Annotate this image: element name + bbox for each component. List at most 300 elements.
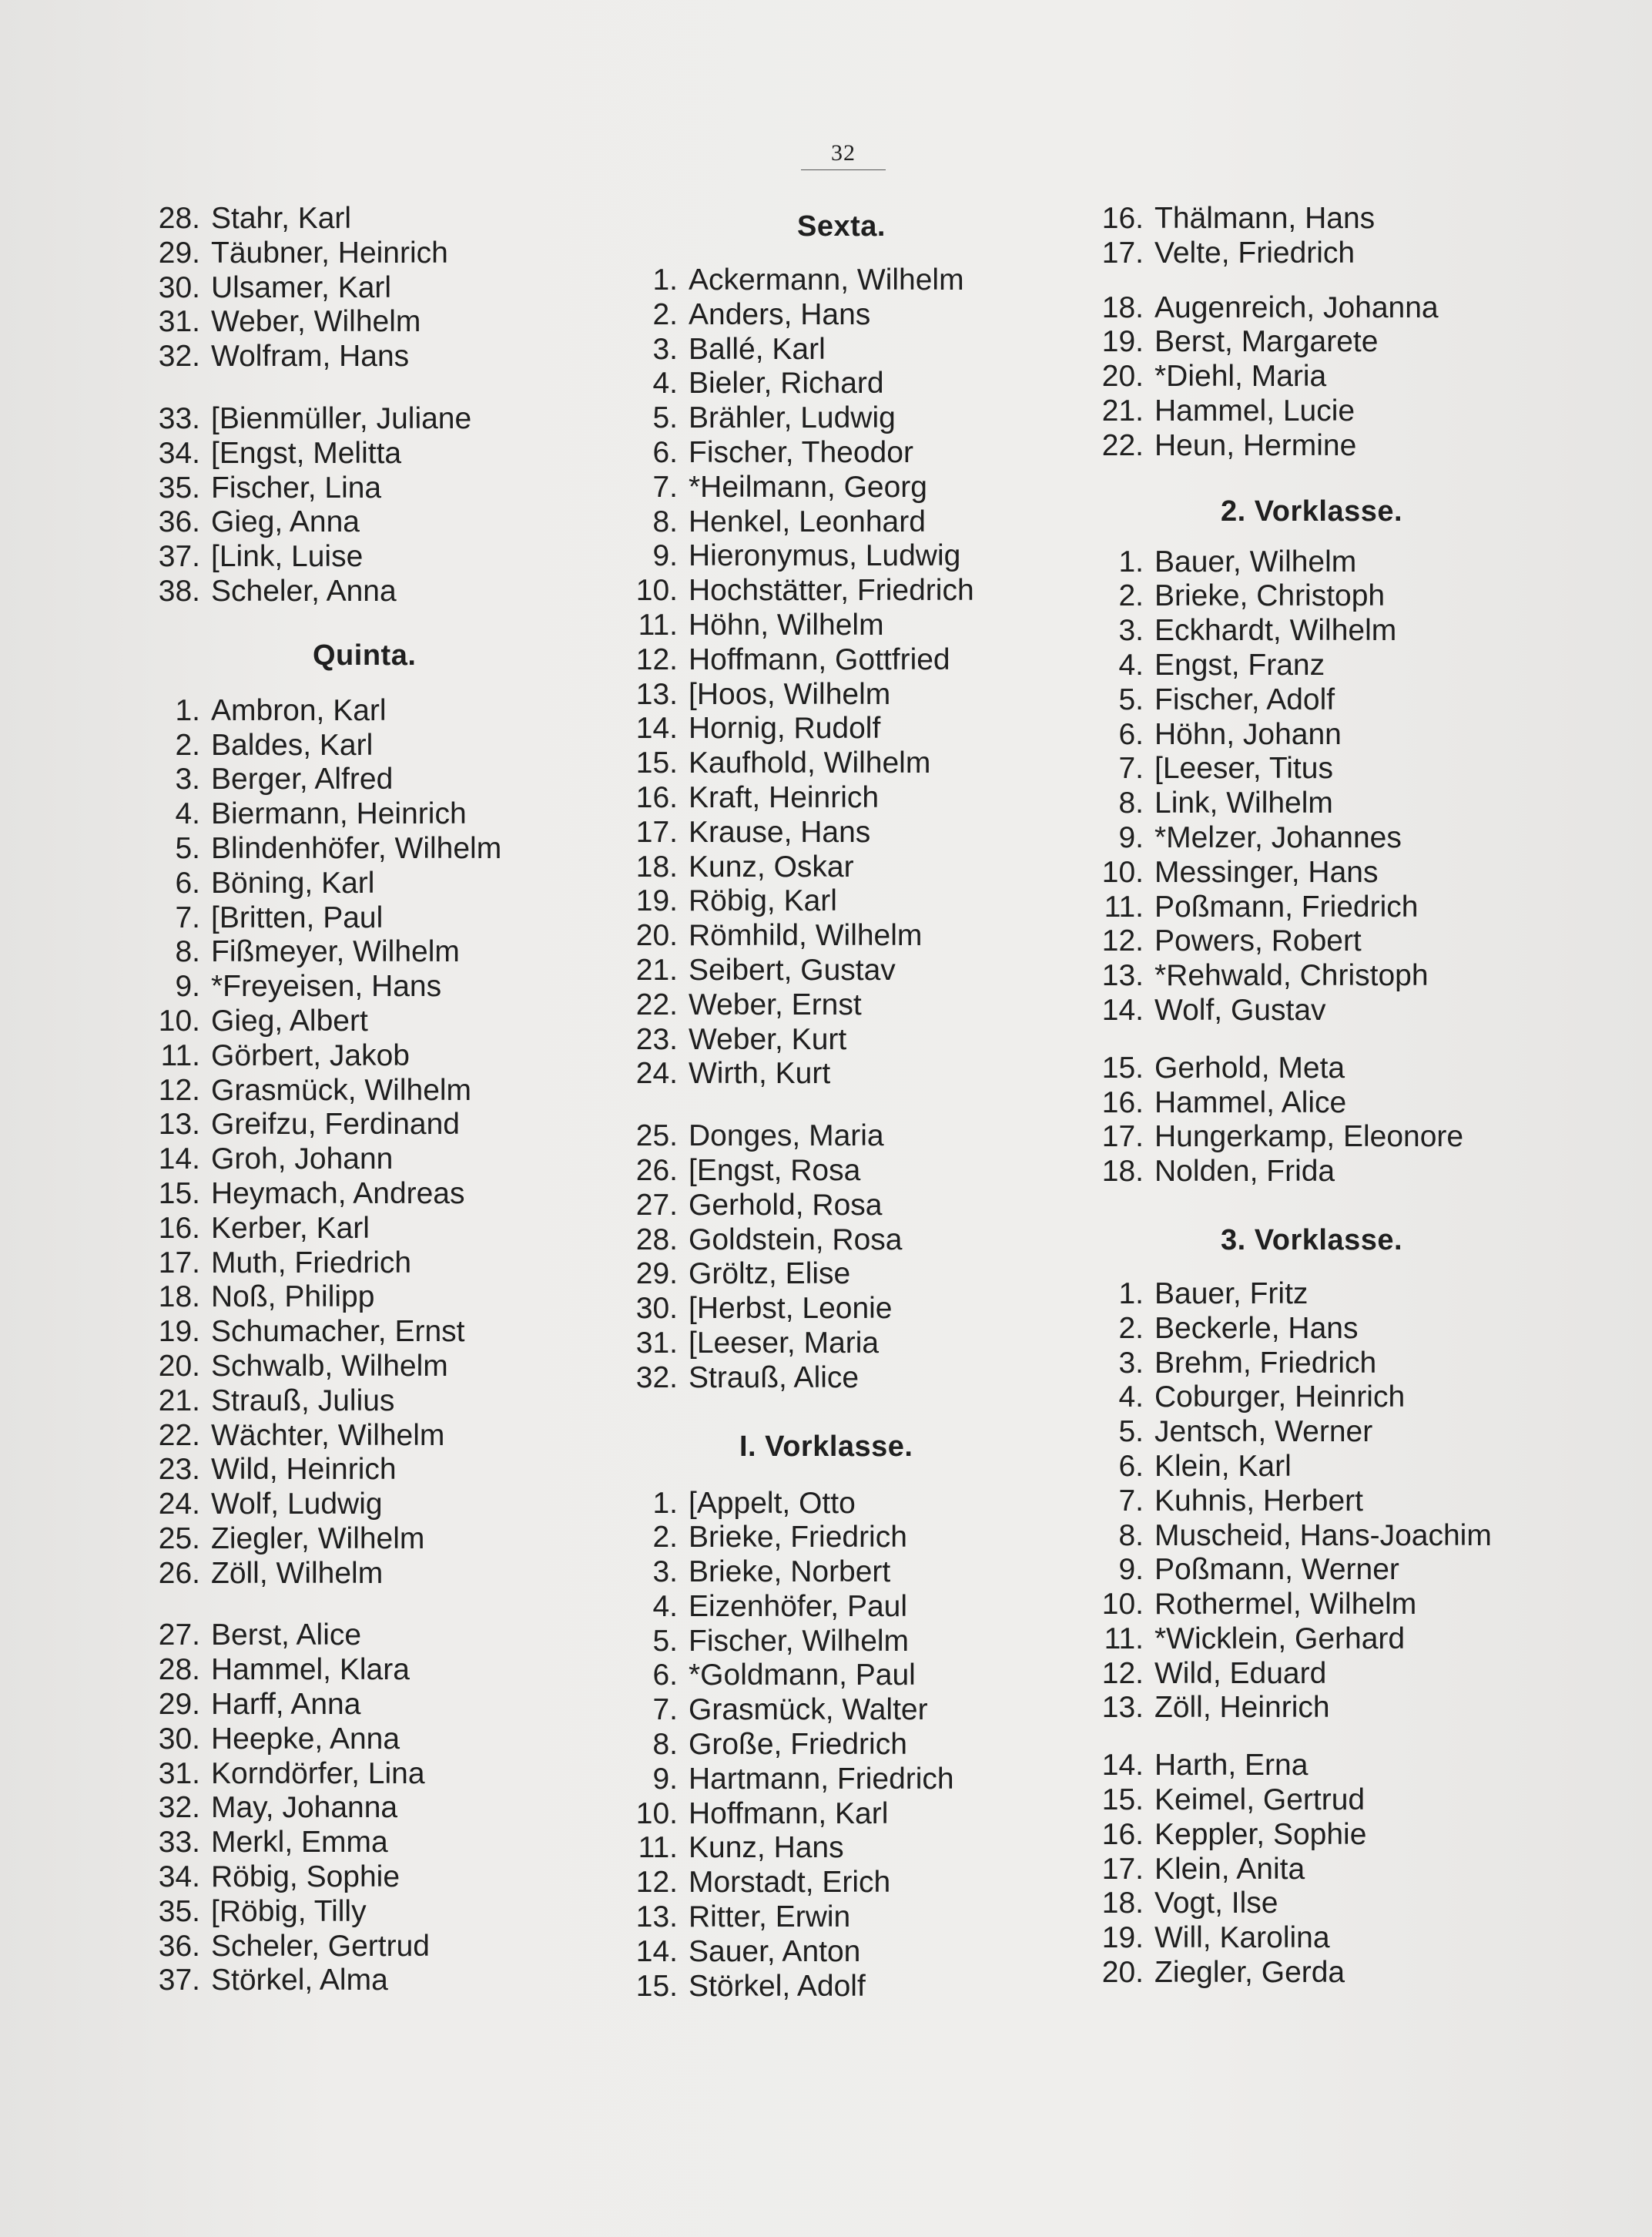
entry-name: Berst, Alice	[211, 1618, 362, 1652]
entry-name: Donges, Maria	[689, 1119, 884, 1153]
list-item	[608, 781, 1040, 816]
entry-name: Kunz, Hans	[689, 1831, 844, 1865]
list-item	[608, 884, 1040, 919]
entry-name: *Diehl, Maria	[1154, 360, 1327, 394]
list-item	[608, 643, 1040, 678]
entry-number: 36.	[158, 505, 200, 539]
list-item	[131, 729, 562, 763]
entry-name: Krause, Hans	[689, 815, 871, 849]
list-item	[131, 305, 562, 340]
list-item	[608, 954, 1040, 988]
entry-name: Wächter, Wilhelm	[211, 1418, 445, 1452]
list-item	[131, 1688, 562, 1722]
list-item	[608, 678, 1040, 713]
list-item	[608, 1658, 1040, 1693]
list-item	[1074, 236, 1567, 271]
entry-name: Röbig, Sophie	[211, 1860, 400, 1894]
entry-number: 8.	[1118, 786, 1144, 820]
list-item	[1074, 1155, 1567, 1189]
entry-name: Eckhardt, Wilhelm	[1154, 614, 1397, 648]
entry-number: 11.	[1104, 1622, 1144, 1655]
entry-name: Fischer, Theodor	[689, 435, 913, 469]
entry-number: 4.	[1118, 1380, 1144, 1414]
list-item	[608, 850, 1040, 885]
entry-name: Baldes, Karl	[211, 728, 374, 762]
entry-name: Beckerle, Hans	[1154, 1311, 1359, 1345]
heading-sexta: Sexta.	[797, 210, 886, 243]
list-item	[1074, 1818, 1567, 1853]
entry-number: 26.	[158, 1556, 200, 1590]
entry-number: 32.	[635, 1360, 678, 1394]
entry-name: Poßmann, Friedrich	[1154, 890, 1419, 924]
entry-number: 15.	[1101, 1783, 1144, 1817]
list-item	[608, 1292, 1040, 1326]
list-item	[1074, 959, 1567, 994]
entry-number: 14.	[1101, 1749, 1144, 1783]
entry-name: Augenreich, Johanna	[1154, 290, 1439, 324]
entry-number: 22.	[635, 988, 678, 1021]
list-item	[608, 1223, 1040, 1258]
list-item	[608, 1935, 1040, 1970]
list-item	[1074, 1312, 1567, 1347]
entry-name: Klein, Karl	[1154, 1449, 1292, 1483]
list-item	[131, 1315, 562, 1350]
entry-name: Hornig, Rudolf	[689, 712, 881, 746]
entry-number: 25.	[635, 1119, 678, 1153]
entry-name: Thälmann, Hans	[1154, 202, 1376, 235]
list-item	[131, 1142, 562, 1177]
entry-name: Wirth, Kurt	[689, 1057, 831, 1091]
entry-number: 11.	[638, 1831, 678, 1865]
entry-number: 35.	[158, 471, 200, 505]
entry-number: 21.	[635, 953, 678, 987]
list-item	[1074, 325, 1567, 360]
entry-number: 20.	[1101, 360, 1144, 394]
entry-number: 38.	[158, 574, 200, 608]
entry-number: 9.	[652, 539, 678, 573]
entry-name: Muth, Friedrich	[211, 1246, 412, 1279]
list-item	[608, 1555, 1040, 1590]
entry-number: 21.	[1101, 394, 1144, 428]
list-item	[608, 333, 1040, 367]
list-item	[608, 367, 1040, 401]
entry-number: 14.	[635, 1934, 678, 1968]
entry-number: 17.	[1101, 1120, 1144, 1154]
list-item	[131, 575, 562, 609]
list-item	[1074, 890, 1567, 925]
list-item	[1074, 1956, 1567, 1990]
entry-number: 16.	[635, 780, 678, 814]
list-item	[131, 797, 562, 832]
list-item	[1074, 1415, 1567, 1450]
list-item	[1074, 1691, 1567, 1726]
list-item	[131, 540, 562, 575]
entry-number: 29.	[635, 1257, 678, 1291]
entry-number: 17.	[1101, 1852, 1144, 1886]
entry-name: Wild, Heinrich	[211, 1453, 397, 1487]
list-item	[608, 539, 1040, 574]
list-item	[131, 1791, 562, 1826]
spacer	[608, 1092, 1040, 1119]
list-item	[608, 1257, 1040, 1292]
entry-name: Bauer, Wilhelm	[1154, 545, 1357, 579]
entry-name: Brähler, Ludwig	[689, 401, 896, 435]
list-item	[131, 1557, 562, 1591]
entry-number: 37.	[158, 1964, 200, 1997]
entry-name: [Leeser, Maria	[689, 1326, 880, 1360]
name-list	[131, 202, 562, 374]
entry-number: 32.	[158, 1791, 200, 1825]
entry-number: 22.	[158, 1418, 200, 1452]
entry-number: 11.	[160, 1038, 200, 1072]
entry-number: 1.	[175, 693, 200, 727]
list-item	[608, 1189, 1040, 1223]
name-list	[131, 1618, 562, 1998]
entry-name: Hieronymus, Ludwig	[689, 539, 961, 573]
name-list	[131, 694, 562, 1591]
entry-name: Brieke, Friedrich	[689, 1521, 907, 1554]
entry-number: 7.	[1118, 752, 1144, 786]
list-item	[1074, 994, 1567, 1028]
entry-number: 27.	[635, 1188, 678, 1222]
list-item	[131, 1757, 562, 1792]
list-item	[131, 901, 562, 936]
entry-name: [Engst, Melitta	[211, 436, 402, 470]
entry-name: Noß, Philipp	[211, 1280, 375, 1314]
entry-name: Große, Friedrich	[689, 1728, 907, 1762]
entry-number: 3.	[652, 1555, 678, 1589]
entry-number: 4.	[175, 797, 200, 831]
entry-number: 25.	[158, 1521, 200, 1555]
list-item	[608, 471, 1040, 505]
entry-number: 20.	[635, 919, 678, 953]
entry-number: 19.	[158, 1315, 200, 1349]
list-item	[131, 1074, 562, 1108]
entry-number: 30.	[158, 1722, 200, 1756]
entry-number: 11.	[1104, 890, 1144, 924]
name-list	[1074, 1051, 1567, 1189]
entry-number: 20.	[1101, 1956, 1144, 1990]
list-item	[131, 867, 562, 901]
entry-name: Zöll, Heinrich	[1154, 1691, 1330, 1725]
entry-number: 13.	[635, 1900, 678, 1934]
entry-number: 10.	[635, 1796, 678, 1830]
list-item	[608, 263, 1040, 298]
entry-name: Hochstätter, Friedrich	[689, 574, 974, 608]
list-item	[1074, 202, 1567, 236]
entry-number: 6.	[1118, 717, 1144, 751]
list-item	[1074, 1783, 1567, 1818]
list-item	[608, 1361, 1040, 1396]
entry-number: 33.	[158, 1826, 200, 1860]
entry-name: *Wicklein, Gerhard	[1154, 1622, 1406, 1655]
list-item	[1074, 1887, 1567, 1921]
entry-name: Merkl, Emma	[211, 1826, 388, 1860]
list-item	[608, 1487, 1040, 1521]
entry-name: *Freyeisen, Hans	[211, 970, 442, 1004]
list-item	[608, 1625, 1040, 1659]
list-item	[1074, 856, 1567, 890]
entry-name: [Britten, Paul	[211, 901, 384, 934]
entry-name: Ackermann, Wilhelm	[689, 263, 964, 297]
list-item	[608, 1693, 1040, 1728]
entry-number: 3.	[1118, 1346, 1144, 1380]
list-item	[1074, 752, 1567, 786]
list-item	[131, 340, 562, 374]
entry-number: 7.	[1118, 1484, 1144, 1518]
entry-number: 29.	[158, 236, 200, 270]
list-item	[608, 1831, 1040, 1866]
entry-name: Jentsch, Werner	[1154, 1415, 1373, 1449]
entry-number: 23.	[635, 1022, 678, 1056]
list-item	[1074, 291, 1567, 326]
entry-name: Gerhold, Meta	[1154, 1051, 1345, 1085]
entry-number: 4.	[1118, 648, 1144, 682]
entry-name: Sauer, Anton	[689, 1934, 861, 1968]
entry-name: Görbert, Jakob	[211, 1038, 410, 1072]
entry-number: 6.	[175, 866, 200, 900]
list-item	[131, 694, 562, 729]
entry-name: Vogt, Ilse	[1154, 1887, 1278, 1920]
list-item	[608, 401, 1040, 436]
list-item	[1074, 1450, 1567, 1484]
entry-name: Störkel, Alma	[211, 1964, 388, 1997]
list-item	[131, 1350, 562, 1384]
list-item	[131, 1653, 562, 1688]
entry-name: Stahr, Karl	[211, 202, 352, 235]
entry-number: 5.	[1118, 1415, 1144, 1449]
entry-name: Gieg, Albert	[211, 1004, 368, 1038]
entry-name: Velte, Friedrich	[1154, 236, 1355, 270]
entry-name: *Rehwald, Christoph	[1154, 959, 1429, 993]
entry-number: 12.	[158, 1073, 200, 1107]
entry-name: Keimel, Gertrud	[1154, 1783, 1365, 1817]
entry-number: 12.	[1101, 1656, 1144, 1690]
entry-number: 6.	[652, 1658, 678, 1692]
list-item	[608, 919, 1040, 954]
list-item	[131, 1522, 562, 1557]
entry-name: Heepke, Anna	[211, 1722, 400, 1756]
list-item	[131, 935, 562, 970]
list-item	[1074, 1853, 1567, 1887]
list-item	[608, 988, 1040, 1023]
list-item	[131, 1280, 562, 1315]
list-item	[131, 1618, 562, 1653]
list-item	[608, 1154, 1040, 1189]
list-item	[608, 712, 1040, 746]
entry-number: 1.	[1118, 1276, 1144, 1310]
list-item	[608, 436, 1040, 471]
entry-name: [Herbst, Leonie	[689, 1292, 893, 1326]
entry-name: *Heilmann, Georg	[689, 470, 927, 504]
list-item	[131, 1826, 562, 1860]
entry-name: Scheler, Anna	[211, 574, 397, 608]
entry-name: Blindenhöfer, Wilhelm	[211, 831, 502, 865]
entry-name: Korndörfer, Lina	[211, 1756, 425, 1790]
entry-name: [Röbig, Tilly	[211, 1894, 367, 1928]
list-item	[1074, 718, 1567, 753]
list-item	[131, 1453, 562, 1487]
entry-number: 31.	[158, 1756, 200, 1790]
entry-number: 8.	[652, 505, 678, 538]
entry-name: Kunz, Oskar	[689, 850, 854, 884]
entry-number: 1.	[652, 263, 678, 297]
list-item	[1074, 1588, 1567, 1622]
entry-name: Goldstein, Rosa	[689, 1222, 903, 1256]
entry-name: Ulsamer, Karl	[211, 270, 392, 304]
entry-number: 24.	[635, 1057, 678, 1091]
entry-number: 9.	[175, 970, 200, 1004]
entry-name: Schumacher, Ernst	[211, 1315, 465, 1349]
entry-name: Biermann, Heinrich	[211, 797, 467, 831]
entry-name: [Engst, Rosa	[689, 1153, 861, 1187]
list-item	[608, 1900, 1040, 1935]
entry-name: Täubner, Heinrich	[211, 236, 448, 270]
entry-name: Hoffmann, Karl	[689, 1796, 889, 1830]
entry-number: 21.	[158, 1383, 200, 1417]
list-item	[131, 1722, 562, 1757]
entry-number: 8.	[1118, 1518, 1144, 1552]
entry-number: 4.	[652, 367, 678, 401]
list-item	[608, 1762, 1040, 1797]
entry-name: Anders, Hans	[689, 297, 871, 331]
entry-name: Messinger, Hans	[1154, 855, 1379, 889]
name-list	[1074, 1749, 1567, 1990]
entry-number: 14.	[635, 712, 678, 746]
column-1	[131, 202, 562, 1998]
list-item	[1074, 1657, 1567, 1692]
list-item	[131, 970, 562, 1004]
entry-name: Rothermel, Wilhelm	[1154, 1588, 1417, 1622]
entry-number: 15.	[158, 1176, 200, 1210]
list-item	[1074, 1622, 1567, 1657]
entry-number: 17.	[158, 1246, 200, 1279]
entry-name: Ritter, Erwin	[689, 1900, 851, 1934]
entry-number: 18.	[1101, 290, 1144, 324]
entry-name: Fißmeyer, Wilhelm	[211, 935, 460, 969]
list-item	[608, 746, 1040, 781]
entry-number: 7.	[652, 470, 678, 504]
entry-number: 31.	[635, 1326, 678, 1360]
name-list	[1074, 1277, 1567, 1726]
entry-number: 12.	[1101, 924, 1144, 958]
entry-name: Hammel, Klara	[211, 1653, 410, 1687]
name-list	[608, 1487, 1040, 2004]
entry-number: 29.	[158, 1688, 200, 1722]
entry-number: 2.	[652, 1521, 678, 1554]
entry-name: Groh, Johann	[211, 1142, 394, 1176]
list-item	[1074, 1380, 1567, 1415]
entry-name: Bauer, Fritz	[1154, 1276, 1309, 1310]
entry-number: 13.	[635, 677, 678, 711]
entry-number: 13.	[1101, 1691, 1144, 1725]
entry-name: Heun, Hermine	[1154, 428, 1357, 462]
entry-number: 18.	[1101, 1887, 1144, 1920]
entry-name: Gröltz, Elise	[689, 1257, 851, 1291]
entry-name: Schwalb, Wilhelm	[211, 1349, 448, 1383]
entry-number: 10.	[1101, 855, 1144, 889]
entry-number: 8.	[175, 935, 200, 969]
spacer	[1074, 1726, 1567, 1749]
entry-name: Gieg, Anna	[211, 505, 360, 539]
list-item	[608, 609, 1040, 643]
entry-name: Zöll, Wilhelm	[211, 1556, 384, 1590]
list-item	[608, 1728, 1040, 1762]
entry-name: *Goldmann, Paul	[689, 1658, 916, 1692]
entry-name: Kraft, Heinrich	[689, 780, 880, 814]
name-list	[1074, 202, 1567, 271]
entry-name: *Melzer, Johannes	[1154, 820, 1402, 854]
entry-name: Wolf, Ludwig	[211, 1487, 383, 1521]
entry-number: 14.	[158, 1142, 200, 1176]
entry-name: [Hoos, Wilhelm	[689, 677, 891, 711]
entry-name: Höhn, Wilhelm	[689, 608, 884, 642]
list-item	[1074, 360, 1567, 394]
list-item	[1074, 924, 1567, 959]
list-item	[1074, 1086, 1567, 1121]
name-list	[1074, 291, 1567, 464]
entry-name: Brieke, Norbert	[689, 1555, 891, 1589]
entry-name: Engst, Franz	[1154, 648, 1325, 682]
list-item	[131, 402, 562, 437]
entry-number: 5.	[652, 1624, 678, 1658]
list-item	[1074, 1277, 1567, 1312]
entry-name: Coburger, Heinrich	[1154, 1380, 1406, 1414]
entry-name: Hartmann, Friedrich	[689, 1762, 954, 1796]
entry-number: 5.	[652, 401, 678, 435]
entry-number: 24.	[158, 1487, 200, 1521]
entry-number: 34.	[158, 436, 200, 470]
entry-name: Henkel, Leonhard	[689, 505, 926, 538]
list-item	[131, 1108, 562, 1142]
list-item	[608, 1326, 1040, 1361]
entry-number: 10.	[1101, 1588, 1144, 1622]
list-item	[131, 832, 562, 867]
heading-vorklasse-2: 2. Vorklasse.	[1221, 495, 1403, 528]
entry-name: Weber, Ernst	[689, 988, 862, 1021]
entry-number: 28.	[635, 1222, 678, 1256]
name-list	[131, 402, 562, 609]
list-item	[608, 1590, 1040, 1625]
entry-name: Keppler, Sophie	[1154, 1817, 1367, 1851]
entry-name: Wild, Eduard	[1154, 1656, 1327, 1690]
list-item	[608, 1797, 1040, 1832]
list-item	[131, 202, 562, 236]
list-item	[131, 1419, 562, 1454]
entry-name: Römhild, Wilhelm	[689, 919, 923, 953]
list-item	[131, 437, 562, 471]
list-item	[608, 816, 1040, 850]
list-item	[131, 1177, 562, 1212]
entry-name: Fischer, Adolf	[1154, 683, 1335, 716]
entry-name: Heymach, Andreas	[211, 1176, 465, 1210]
entry-name: Weber, Kurt	[689, 1022, 847, 1056]
list-item	[608, 1119, 1040, 1154]
entry-number: 7.	[652, 1693, 678, 1727]
entry-number: 32.	[158, 340, 200, 374]
entry-name: Morstadt, Erich	[689, 1866, 891, 1900]
list-item	[131, 1246, 562, 1281]
entry-number: 2.	[1118, 579, 1144, 613]
entry-name: Höhn, Johann	[1154, 717, 1342, 751]
list-item	[1074, 786, 1567, 821]
name-list	[608, 263, 1040, 1092]
list-item	[1074, 1553, 1567, 1588]
entry-name: Kaufhold, Wilhelm	[689, 746, 931, 780]
entry-name: [Leeser, Titus	[1154, 752, 1333, 786]
entry-name: [Bienmüller, Juliane	[211, 401, 472, 435]
list-item	[131, 471, 562, 506]
